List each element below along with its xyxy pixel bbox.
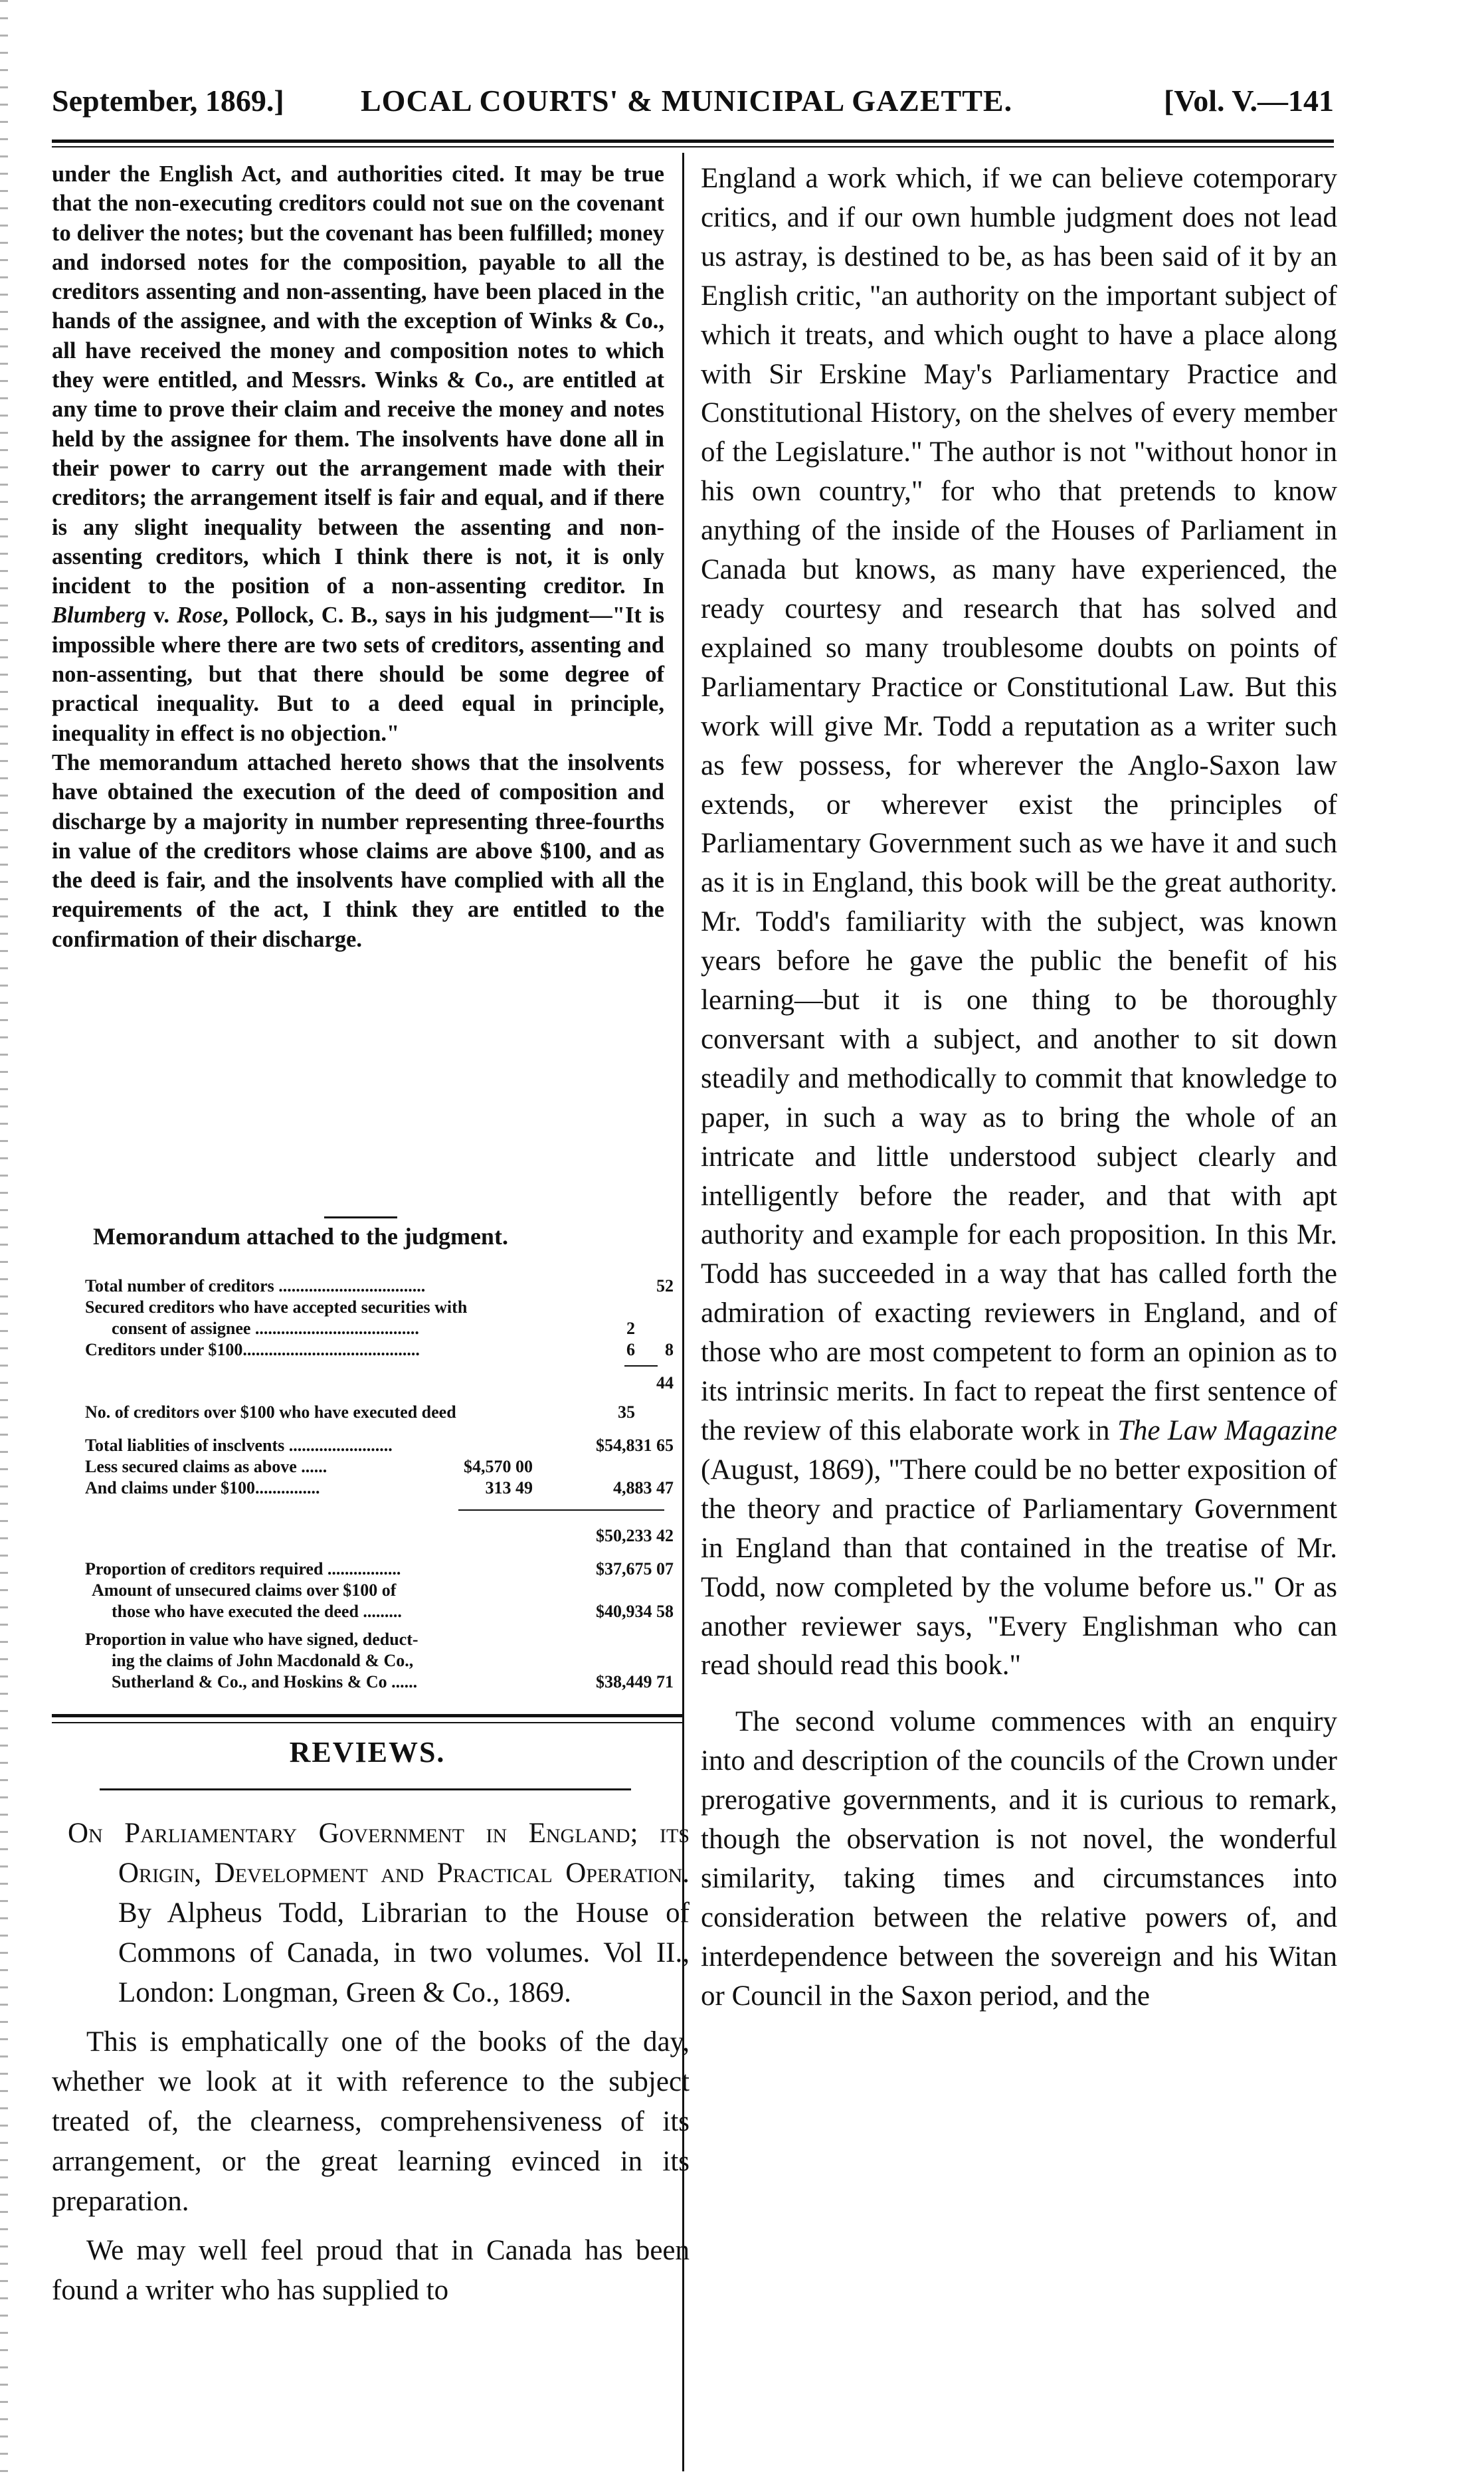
sum-rule xyxy=(624,1365,658,1367)
running-header xyxy=(52,83,1334,136)
judgment-paragraph: under the English Act, and authorities cited. It may be true that the non-executing creditors could not sue on the covenant to deliver the notes; but the covenant has been fulfilled; money and indorsed notes for the composition, payable to all the creditors assenting and non-assenting, have been placed in the hands of the assignee, and with the exception of Winks & Co., all have received the money and composition notes to which they were entitled, and Messrs. Winks & Co., are entitled at any time to prove their claim and receive the money and notes held by the assignee for them. The insolvents have done all in their power to carry out the arrangement made with their creditors; the arrangement itself is fair and equal, and if there is any slight inequality between the assenting and non-assenting creditors, which I think there is not, it is only incident to the position of a non-assenting creditor. In Blumberg v. Rose, Pollock, C. B., says in his judgment—"It is impossible where there are two sets of creditors, assenting and non-assenting, but that there should be some degree of practical inequality. But to a deed equal in principle, inequality in effect is no objection." xyxy=(52,161,664,746)
case-name: Rose xyxy=(177,603,223,628)
magazine-title: The Law Magazine xyxy=(1117,1415,1338,1446)
header-date: September, 1869.] xyxy=(52,84,284,118)
header-title: LOCAL COURTS' & MUNICIPAL GAZETTE. xyxy=(361,84,1013,118)
review-paragraph: The second volume commences with an enquiry into and description of the councils of the Crown under prerogative governments, and it is curious to remark, though the observation is not novel, the wonderful similarity, taking times and circumstances into consideration between the relative powers of, and interdependence between the sovereign and his Witan or Council in the Saxon period, and the xyxy=(701,1706,1337,2012)
case-name: Blumberg xyxy=(52,603,146,628)
section-rule xyxy=(52,1714,683,1717)
sum-rule xyxy=(458,1509,664,1511)
memo-title: Memorandum attached to the judgment. xyxy=(93,1223,508,1250)
header-volume: [Vol. V.—141 xyxy=(1163,84,1334,118)
judgment-paragraph: The memorandum attached hereto shows that the insolvents have obtained the execution of the deed of composition and discharge by a majority in number representing three-fourths in value of the creditors whose claims are above $100, and as the deed is fair, and the insolvents have complied with all the requirements of the act, I think they are entitled to the confirmation of their discharge. xyxy=(52,749,664,952)
review-paragraph: This is emphatically one of the books of the day, whether we look at it with reference to the subject treated of, the clearness, comprehensiveness of its arrangement, or the great learning evinced in its preparation. xyxy=(52,2026,690,2217)
header-rule xyxy=(52,140,1334,143)
book-citation: On Parliamentary Government in England; its Origin, Development and Practical Operation. By Alpheus Todd, Librarian to the House of Commons of Canada, in two volumes. Vol II., London: Longman, Green & Co., 1869. xyxy=(68,1818,690,2008)
review-paragraph: We may well feel proud that in Canada has been found a writer who has supplied to xyxy=(52,2235,690,2306)
memo-rule xyxy=(324,1216,397,1218)
book-title: On Parliamentary Government in England; its Origin, Development and Practical Operation. xyxy=(68,1818,690,1889)
reviews-rule xyxy=(100,1788,631,1790)
section-rule-thin xyxy=(52,1722,683,1723)
review-paragraph: England a work which, if we can believe cotemporary critics, and if our own humble judgment does not lead us astray, is destined to be, as has been said of it by an English critic, "an authority on the important subject of which it treats, and which ought to have a place along with Sir Erskine May's Parliamentary Practice and Constitutional History, on the shelves of every member of the Legislature." The author is not "without honor in his own country," for who that pretends to know anything of the inside of the Houses of Parliament in Canada but knows, as many have experienced, the ready courtesy and research that has solved and explained so many troublesome doubts on points of Parliamentary Practice or Constitutional Law. But this work will give Mr. Todd a reputation as a writer such as few possess, for wherever the Anglo-Saxon law extends, or wherever exist the principles of Parliamentary Government such as we have it and such as it is in England, this book will be the great authority. Mr. Todd's familiarity with the subject, was known years before he gave the public the benefit of his learning—but it is one thing to be thoroughly conversant with a subject, and another to sit down steadily and methodically to commit that knowledge to paper, in such a way as to bring the whole of an intricate and little understood subject clearly and intelligently before the reader, and that with apt authority and example for each proposition. In this Mr. Todd has succeeded in a way that has called forth the admiration of exacting reviewers in England, and of those who are most competent to form an opinion as to its intrinsic merits. In fact to repeat the first sentence of the review of this elaborate work in The Law Magazine (August, 1869), "There could be no better exposition of the theory and practice of Parliamentary Government in England than that contained in the treatise of Mr. Todd, now completed by the volume before us." Or as another reviewer says, "Every Englishman who can read should read this book." xyxy=(701,163,1338,1681)
review-text-left xyxy=(52,1814,690,2311)
review-text-right xyxy=(701,159,1337,2016)
judgment-text xyxy=(52,159,664,954)
reviews-heading: REVIEWS. xyxy=(289,1736,446,1768)
newspaper-page: September, 1869.] LOCAL COURTS' & MUNICIPAL GAZETTE. [Vol. V.—141 under the English Act, and authorities cited. It may be true that the non-executing creditors could not sue on the covenant to deliver the notes; but the covenant has been fulfilled; money and indorsed notes for the composition, payable to all the creditors assenting and non-assenting, have been placed in the hands of the assignee, and with the exception of Winks & Co., all have received the money and composition notes to which they were entitled, and Messrs. Winks & Co., are entitled at any time to prove their claim and receive the money and notes held by the assignee for them. The insolvents have done all in their power to carry out the arrangement made with their creditors; the arrangement itself is fair and equal, and if there is any slight inequality between the assenting and non-assenting creditors, which I think there is not, it is only incident to the position of a non-assenting creditor. In Blumberg v. Rose, Pollock, C. B., says in his judgment—"It is impossible where there are two sets of creditors, assenting and non-assenting, but that there should be some degree of practical inequality. But to a deed equal in principle, inequality in effect is no objection." The memorandum attached hereto shows that the insolvents have obtained the execution of the deed of composition and discharge by a majority in number representing three-fourths in value of the creditors whose claims are above $100, and as the deed is fair, and the insolvents have complied with all the requirements of the act, I think they are entitled to the confirmation of their discharge. Memorandum attached to the judgment. Total number of creditors .................................. 52 Secured creditors who have accepted securities with consent of assignee ...................................... 2 Creditors under $100......................................... 6 8 44 No. of creditors over $100 who have executed deed 35 Total liablities of insclvents ........................ $54,831 65 Less secured claims as above ...... $4,570 00 And claims under $100............... 313 49 4,883 47 $50,233 42 Proportion of creditors required ................. $37,675 07 Amount of unsecured claims over $100 of those who have executed the deed ......... $40,934 58 Proportion in value who have signed, deduct- ing the claims of John Macdonald & Co., Sutherland & Co., and Hoskins & Co ...... $38,449 71 REVIEWS. On Parliamentary Government in England; its Origin, Development and Practical Operation. By Alpheus Todd, Librarian to the House of Commons of Canada, in two volumes. Vol II., London: Longman, Green & Co., 1869. This is emphatically one of the books of the day, whether we look at it with reference to the subject treated of, the clearness, comprehensiveness of its arrangement, or the great learning evinced in its preparation. We may well feel proud that in Canada has been found a writer who has supplied to England a work which, if we can believe cotemporary critics, and if our own humble judgment does not lead us astray, is destined to be, as has been said of it by an English critic, "an authority on the important subject of which it treats, and which ought to have a place along with Sir Erskine May's Parliamentary Practice and Constitutional History, on the shelves of every member of the Legislature." The author is not "without honor in his own country," for who that pretends to know anything of the inside of the Houses of Parliament in Canada but knows, as many have experienced, the ready courtesy and research that has solved and explained so many troublesome doubts on points of Parliamentary Practice or Constitutional Law. But this work will give Mr. Todd a reputation as a writer such as few possess, for wherever the Anglo-Saxon law extends, or wherever exist the principles of Parliamentary Government such as we have it and such as it is in England, this book will be the great authority. Mr. Todd's familiarity with the subject, was known years before he gave the public the benefit of his learning—but it is one thing to be thoroughly conversant with a subject, and another to sit down steadily and methodically to commit that knowledge to paper, in such a way as to bring the whole of an intricate and little understood subject clearly and intelligently before the reader, and that with apt authority and example for each proposition. In this Mr. Todd has succeeded in a way that has called forth the admiration of exacting reviewers in England, and of those who are most competent to form an opinion as to its intrinsic merits. In fact to repeat the first sentence of the review of this elaborate work in The Law Magazine (August, 1869), "There could be no better exposition of the theory and practice of Parliamentary Government in England than that contained in the treatise of Mr. Todd, now completed by the volume before us." Or as another reviewer says, "Every Englishman who can read should read this book." The second volume commences with an enquiry into and description of the councils of the Crown under prerogative governments, and it is curious to remark, though the observation is not novel, the wonderful similarity, taking times and circumstances into consideration between the relative powers of, and interdependence between the sovereign and his Witan or Council in the Saxon period, and the xyxy=(0,0,1484,2482)
scan-edge-marks xyxy=(0,0,8,2482)
header-rule-thin xyxy=(52,146,1334,147)
